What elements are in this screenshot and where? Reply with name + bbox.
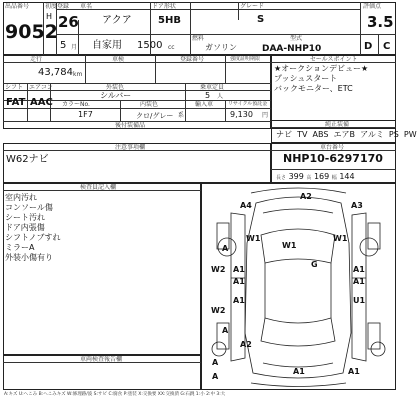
equip-item: PS <box>388 130 399 139</box>
damage-mark: A1 <box>353 265 365 274</box>
era: H <box>46 12 53 21</box>
after-equip-label: 後付装備品 <box>115 122 146 129</box>
damage-mark: W1 <box>282 241 297 250</box>
frame-label: 車台番号 <box>320 144 345 151</box>
notes-label: 注意事項欄 <box>115 144 146 151</box>
inspector-note: ドア内張傷 <box>5 223 45 232</box>
selling-point: プッシュスタート <box>274 74 338 83</box>
inspector-note: シフトノブすれ <box>5 233 61 242</box>
damage-mark: A1 <box>348 367 360 376</box>
import-label: 輸入車 <box>195 101 214 108</box>
cc-unit: cc <box>168 44 175 51</box>
lot-number: 9052 <box>5 21 58 43</box>
color-no: 1F7 <box>78 110 93 119</box>
damage-mark: W2 <box>211 306 226 315</box>
month-unit: 月 <box>71 44 78 51</box>
damage-mark: A <box>212 372 219 381</box>
grade-label: グレード <box>240 3 265 10</box>
overall-score: 3.5 <box>367 13 394 31</box>
int-color-suffix: 系 <box>178 112 185 119</box>
grade: S <box>257 14 265 25</box>
width-label: 幅 <box>331 175 337 181</box>
inspector-notes <box>5 193 61 263</box>
width: 144 <box>339 172 355 181</box>
lot-number-label: 出品番号 <box>5 3 30 10</box>
recycle-unit: 円 <box>262 112 269 119</box>
damage-mark: A <box>222 326 229 335</box>
damage-mark: W1 <box>246 234 261 243</box>
height: 169 <box>313 172 330 181</box>
int-color-label: 内装色 <box>140 101 159 108</box>
shift: FAT <box>6 97 26 108</box>
inspector-note: 室内汚れ <box>5 193 37 202</box>
ext-color-label: 外装色 <box>106 84 125 91</box>
frame-number: NHP10-6297170 <box>283 152 383 165</box>
inspector-note: コンソール傷 <box>5 203 53 212</box>
mileage-label: 走行 <box>30 56 43 63</box>
registration-month: 5 <box>60 40 67 51</box>
dimensions <box>276 172 355 182</box>
damage-mark: A4 <box>240 201 252 210</box>
seats-label: 乗車定員 <box>200 84 225 91</box>
equip-item: TV <box>297 130 308 139</box>
damage-mark: A2 <box>300 192 312 201</box>
door-label: ドア形状 <box>152 3 176 10</box>
interior-score: D <box>364 41 373 52</box>
ext-color: シルバー <box>100 91 132 100</box>
inspector-note: ミラーA <box>5 243 35 252</box>
report-label: 車両検査報告欄 <box>80 356 123 363</box>
damage-mark: A1 <box>233 277 245 286</box>
equip-item: PW <box>403 130 417 139</box>
ac-label: エアコン <box>29 84 53 91</box>
legend: A:キズ U:へこみ B:へこみキズ W:修理跡/波 S:サビ C:腐食 P:塗装 X:交換要 XX:交換済 G:石跳 1:小 2:中 3:大 <box>4 392 226 397</box>
equip-item: ABS <box>312 130 329 139</box>
damage-mark: W2 <box>211 265 226 274</box>
selling-points-label: セールスポイント <box>310 56 358 63</box>
displacement: 1500 <box>137 40 163 51</box>
registration-no-label: 登録番号 <box>180 56 205 63</box>
inspection-label: 車検 <box>112 56 125 63</box>
length: 399 <box>288 172 304 181</box>
damage-mark: A1 <box>233 296 245 305</box>
damage-mark: A1 <box>353 277 365 286</box>
damage-mark: A1 <box>293 367 305 376</box>
selling-point: バックモニター、ETC <box>274 84 353 93</box>
car-name: アクア <box>102 15 132 26</box>
model-code: DAA-NHP10 <box>262 44 322 54</box>
equip-item: エアB <box>333 130 356 139</box>
damage-mark: A3 <box>351 201 363 210</box>
inspector-note: 外装小傷有り <box>5 253 53 262</box>
damage-mark: W1 <box>333 234 348 243</box>
strength-cert-label: 強度証明期限 <box>230 56 261 62</box>
inspector-note: シート汚れ <box>5 213 45 222</box>
recycle-fee: 9,130 <box>230 110 253 119</box>
seat-unit: 人 <box>217 93 224 100</box>
door-type: 5HB <box>158 15 181 26</box>
inspector-label: 検査員記入欄 <box>80 184 117 191</box>
ac: AAC <box>30 97 53 108</box>
height-label: 高 <box>306 175 312 181</box>
notes-text: W62ナビ <box>6 154 49 165</box>
length-label: 長さ <box>276 175 287 181</box>
usage-type: 自家用 <box>92 40 122 51</box>
equipment-label: 純正装備 <box>325 121 350 128</box>
fuel-label: 燃料 <box>192 35 205 42</box>
color-no-label: カラーNo. <box>62 101 90 108</box>
equipment-list <box>276 130 417 140</box>
damage-mark: A <box>212 358 219 367</box>
score-label: 評価点 <box>363 3 382 10</box>
car-outline-diagram <box>201 183 396 390</box>
exterior-score: C <box>383 41 391 52</box>
damage-mark: A2 <box>240 340 252 349</box>
mileage-unit: km <box>73 71 83 78</box>
first-registration-label: 初度登録 <box>45 3 70 10</box>
equip-item: アルミ <box>360 130 384 139</box>
selling-points-list <box>274 64 368 94</box>
registration-year: 26 <box>58 13 79 31</box>
equip-item: ナビ <box>276 130 292 139</box>
int-color: クロ/グレー <box>136 112 174 120</box>
car-name-label: 車名 <box>80 3 93 10</box>
model-label: 型式 <box>290 35 303 42</box>
fuel: ガソリン <box>205 43 237 52</box>
damage-mark: G <box>311 260 318 269</box>
shift-label: シフト <box>5 84 24 91</box>
recycle-label: リサイクル預託金 <box>228 101 268 107</box>
damage-mark: U1 <box>353 296 366 305</box>
damage-mark: A <box>222 244 229 253</box>
seats: 5 <box>205 91 211 100</box>
selling-point: ★オークションデビュー★ <box>274 64 369 73</box>
damage-mark: A1 <box>233 265 245 274</box>
mileage: 43,784 <box>38 67 73 78</box>
